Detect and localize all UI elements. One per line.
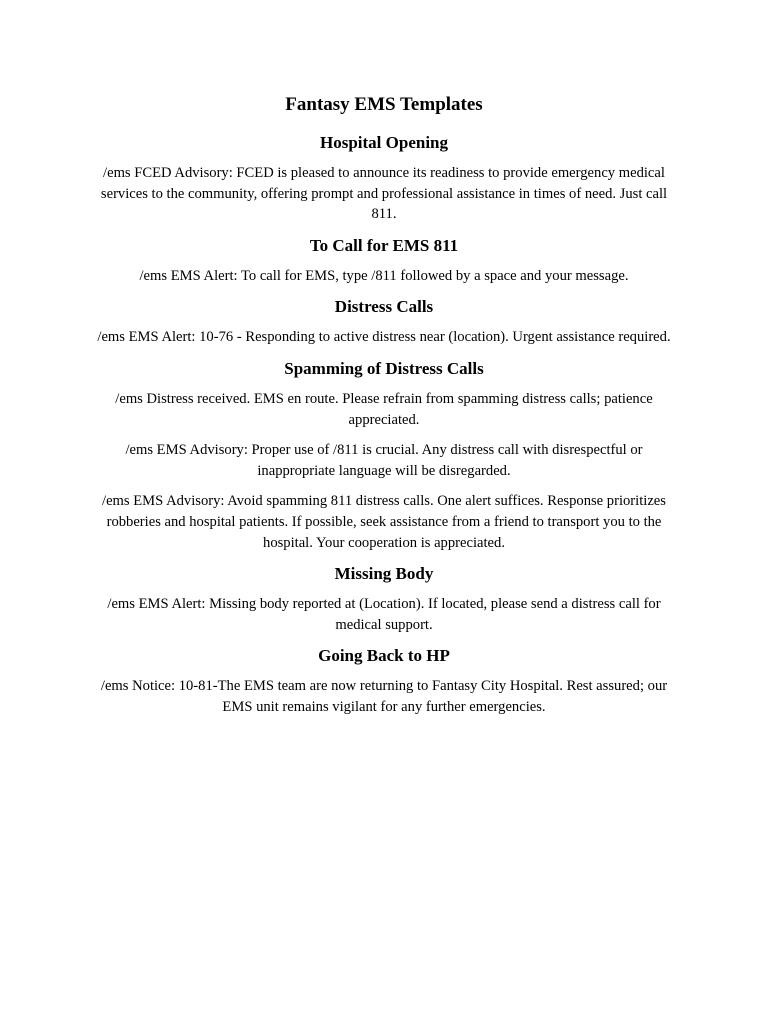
section-call-for-ems bbox=[88, 235, 680, 287]
section-spamming-distress-calls bbox=[88, 358, 680, 553]
section-heading: Distress Calls bbox=[334, 297, 434, 317]
section-paragraph: /ems EMS Alert: Missing body reported at (Location). If located, please send a distress call for medical support. bbox=[107, 596, 661, 633]
section-heading: To Call for EMS 811 bbox=[309, 235, 459, 255]
section-hospital-opening bbox=[88, 132, 680, 225]
section-heading: Going Back to HP bbox=[318, 646, 450, 666]
document-title: Fantasy EMS Templates bbox=[285, 94, 483, 115]
section-paragraph: /ems FCED Advisory: FCED is pleased to announce its readiness to provide emergency medical services to the community, offering prompt and professional assistance in times of need. Just call 811. bbox=[100, 165, 668, 223]
section-paragraph: /ems EMS Advisory: Proper use of /811 is crucial. Any distress call with disrespectful or inappropriate language will be disregarded. bbox=[125, 442, 643, 479]
document-page bbox=[88, 92, 680, 728]
section-paragraph: /ems EMS Advisory: Avoid spamming 811 distress calls. One alert suffices. Response prioritizes robberies and hospital patients. If possible, seek assistance from a friend to transport you to the hospital. Your cooperation is appreciated. bbox=[102, 493, 666, 551]
section-paragraph: /ems Notice: 10-81-The EMS team are now returning to Fantasy City Hospital. Rest assured; our EMS unit remains vigilant for any further emergencies. bbox=[100, 678, 668, 715]
section-going-back-to-hp bbox=[88, 645, 680, 717]
section-distress-calls bbox=[88, 296, 680, 348]
section-heading: Spamming of Distress Calls bbox=[284, 358, 484, 378]
section-paragraph: /ems EMS Alert: 10-76 - Responding to active distress near (location). Urgent assistance required. bbox=[97, 329, 671, 346]
section-missing-body bbox=[88, 563, 680, 635]
section-heading: Hospital Opening bbox=[319, 133, 448, 152]
section-paragraph: /ems Distress received. EMS en route. Please refrain from spamming distress calls; patience appreciated. bbox=[115, 390, 653, 428]
section-paragraph: /ems EMS Alert: To call for EMS, type /811 followed by a space and your message. bbox=[139, 267, 629, 284]
section-heading: Missing Body bbox=[334, 564, 434, 584]
